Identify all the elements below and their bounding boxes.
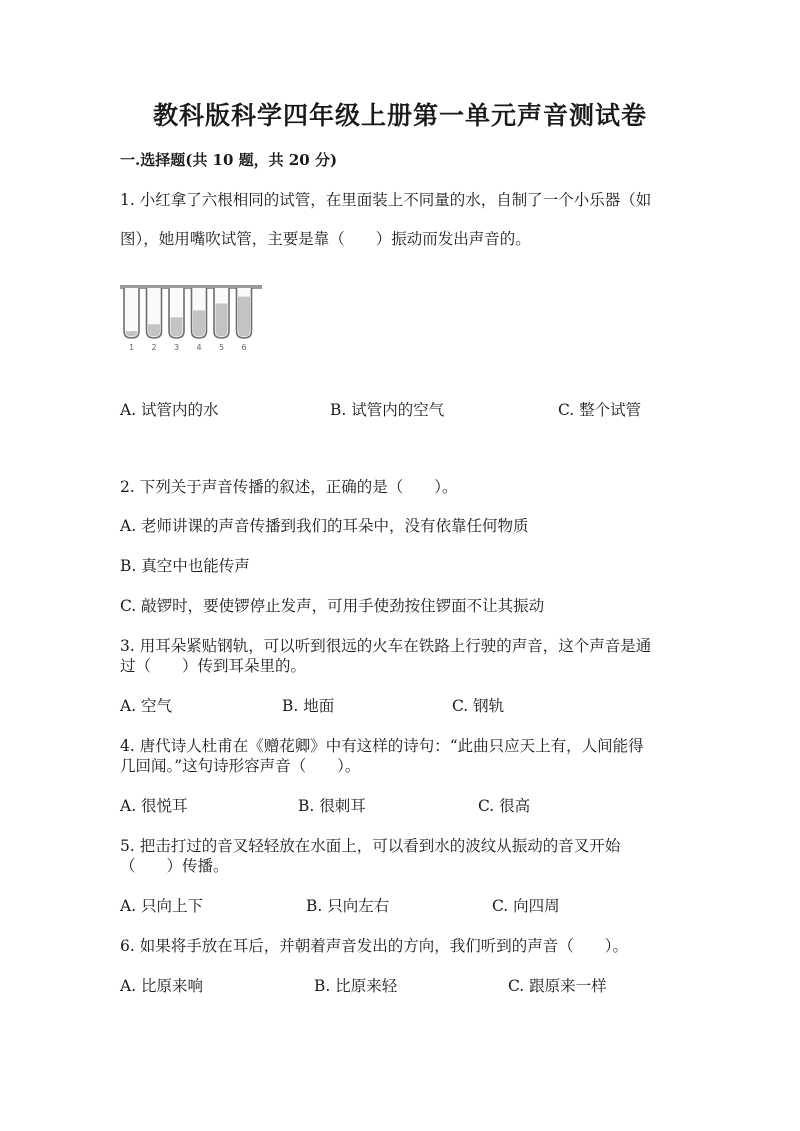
question-3-line-2: 过（ ）传到耳朵里的。 (120, 657, 307, 675)
tube-label-1: 1 (128, 343, 135, 352)
question-5-option-c: C. 向四周 (492, 897, 560, 915)
question-4-option-c: C. 很高 (478, 797, 531, 815)
question-4-line-1: 4. 唐代诗人杜甫在《赠花卿》中有这样的诗句：“此曲只应天上有，人间能得 (120, 737, 644, 755)
question-1-option-c: C. 整个试管 (558, 401, 642, 419)
question-1-line-1: 1. 小红拿了六根相同的试管，在里面装上不同量的水，自制了一个小乐器（如 (120, 191, 652, 209)
tube-water-6 (238, 297, 250, 337)
test-tube-figure (118, 282, 268, 354)
question-3-option-b: B. 地面 (282, 697, 335, 715)
tube-label-3: 3 (173, 343, 180, 352)
question-1-option-a: A. 试管内的水 (120, 401, 219, 419)
question-5-option-a: A. 只向上下 (120, 897, 204, 915)
section-heading: 一.选择题(共 10 题，共 20 分) (120, 151, 338, 169)
question-6-option-b: B. 比原来轻 (314, 977, 398, 995)
tube-water-3 (171, 317, 183, 336)
question-4-option-b: B. 很刺耳 (298, 797, 366, 815)
question-3-option-c: C. 钢轨 (452, 697, 505, 715)
question-5-line-2: （ ）传播。 (120, 857, 229, 875)
question-5-line-1: 5. 把击打过的音叉轻轻放在水面上，可以看到水的波纹从振动的音叉开始 (120, 837, 621, 855)
question-1-option-b: B. 试管内的空气 (330, 401, 445, 419)
question-3-line-1: 3. 用耳朵紧贴钢轨，可以听到很远的火车在铁路上行驶的声音，这个声音是通 (120, 637, 652, 655)
question-2-line-1: 2. 下列关于声音传播的叙述，正确的是（ ）。 (120, 478, 458, 496)
question-3-option-a: A. 空气 (120, 697, 173, 715)
question-2-option-c: C. 敲锣时，要使锣停止发声，可用手使劲按住锣面不让其振动 (120, 597, 545, 615)
question-6-option-c: C. 跟原来一样 (508, 977, 607, 995)
tube-water-5 (216, 304, 228, 337)
question-4-line-2: 几回闻。”这句诗形容声音（ ）。 (120, 757, 361, 775)
test-tube-group (120, 285, 262, 352)
tube-label-4: 4 (196, 343, 202, 352)
tube-water-2 (148, 324, 160, 336)
question-2-option-b: B. 真空中也能传声 (120, 557, 250, 575)
question-4-option-a: A. 很悦耳 (120, 797, 188, 815)
question-5-option-b: B. 只向左右 (306, 897, 390, 915)
page-title: 教科版科学四年级上册第一单元声音测试卷 (152, 101, 647, 130)
question-6-option-a: A. 比原来响 (120, 977, 204, 995)
tube-water-4 (193, 310, 205, 336)
tube-label-5: 5 (218, 343, 225, 352)
question-2-option-a: A. 老师讲课的声音传播到我们的耳朵中，没有依靠任何物质 (120, 517, 529, 535)
question-6-line-1: 6. 如果将手放在耳后，并朝着声音发出的方向，我们听到的声音（ ）。 (120, 937, 628, 955)
question-1-line-2: 图），她用嘴吹试管，主要是靠（ ）振动而发出声音的。 (120, 230, 531, 248)
tube-label-6: 6 (241, 343, 247, 352)
test-tube-1 (124, 288, 139, 338)
tube-label-2: 2 (151, 343, 157, 352)
